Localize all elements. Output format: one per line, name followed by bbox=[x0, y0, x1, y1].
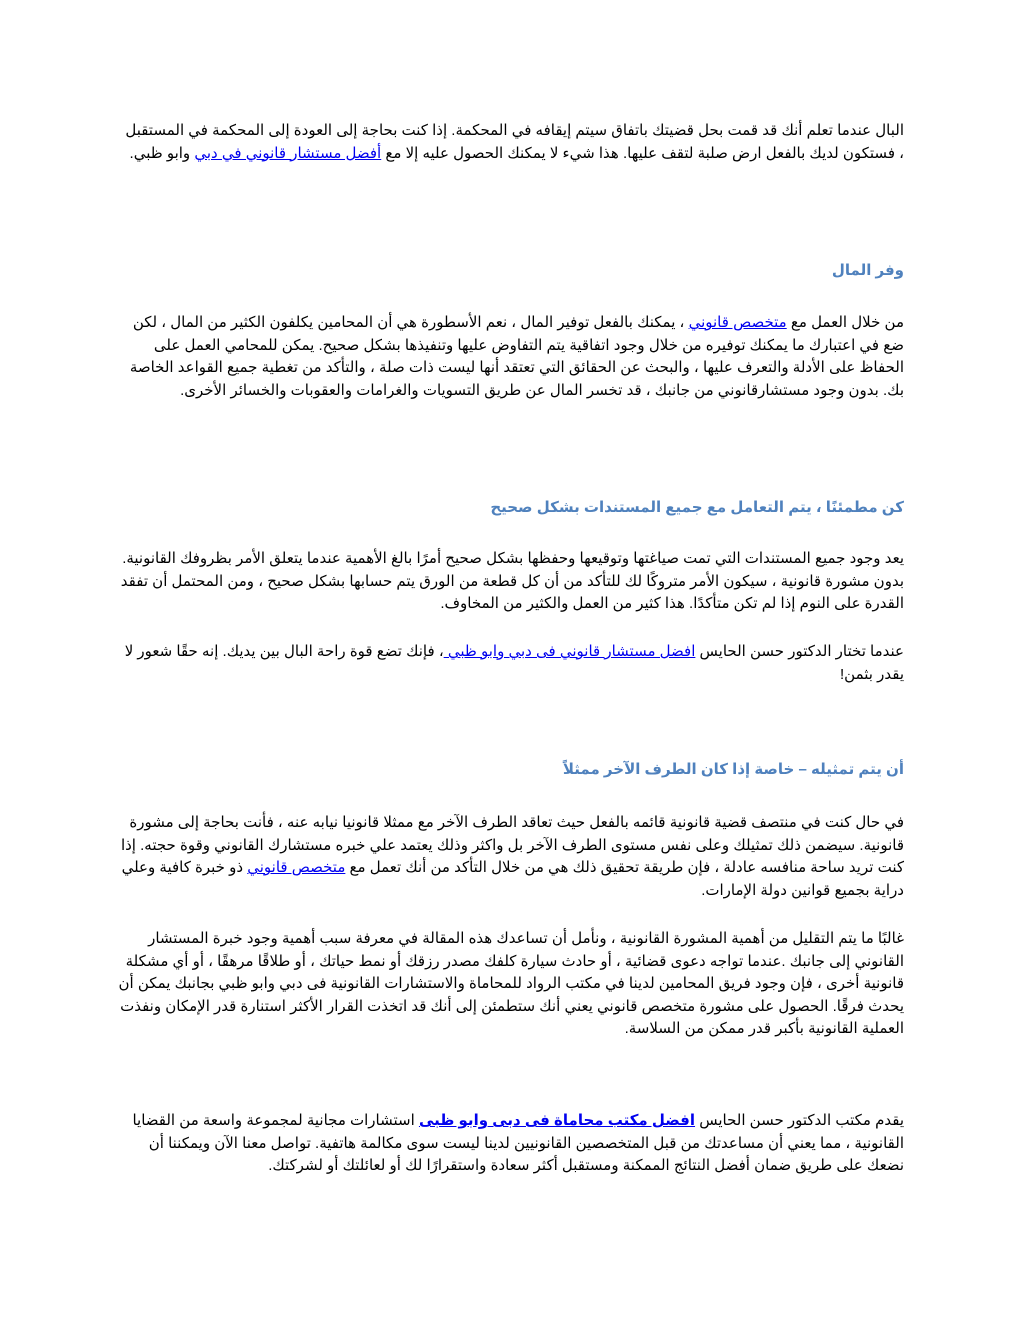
paragraph-representation-text-a: في حال كنت في منتصف قضية قانونية قائمه بالفعل حيث تعاقد الطرف الآخر مع ممثلا قانونيا نيابه عنه ، فأنت بحاجة إلى مشورة قانونية. سيضمن ذلك تمثيلك وعلى نفس مستوى الطرف الآخر بل واكثر وذلك يعتمد علي خبره مستشارك القانوني وقوة حجته. إذا كنت تريد ساحة منافسه عادلة ، فإن طريقة تحقيق ذلك هي من خلال التأكد من أنك تعمل مع bbox=[120, 814, 904, 876]
heading-documents-handled: كن مطمئنًا ، يتم التعامل مع جميع المستندات بشكل صحيح bbox=[490, 499, 904, 516]
link-legal-specialist-2[interactable]: متخصص قانوني bbox=[247, 859, 346, 876]
paragraph-free-consultation bbox=[118, 1110, 904, 1178]
paragraph-representation-text-b: ذو خبرة كافية وعلي دراية بجميع قوانين دولة الإمارات. bbox=[121, 859, 904, 899]
heading-save-money: وفر المال bbox=[831, 262, 904, 279]
link-best-legal-consultant-dubai[interactable]: أفضل مستشار قانوني في دبي bbox=[194, 144, 382, 162]
paragraph-save-money-text-a: من خلال العمل مع bbox=[786, 314, 904, 331]
paragraph-choose-doctor-text-b: ، فإنك تضع قوة راحة البال بين يديك. إنه حقًا شعور لا يقدر بثمن! bbox=[124, 643, 904, 683]
paragraph-intro-text-a: البال عندما تعلم أنك قد قمت بحل قضيتك باتفاق سيتم إيقافه في المحكمة. إذا كنت بحاجة إلى العودة إلى المحكمة في المستقبل ، فستكون لديك بالفعل ارض صلبة لتقف عليها. هذا شيء لا يمكنك الحصول عليه إلا مع bbox=[125, 122, 904, 162]
link-best-law-firm-dubai[interactable]: افضل مكتب محاماة فى دبى وابو ظبى bbox=[418, 1112, 696, 1129]
paragraph-save-money-text-b: ، يمكنك بالفعل توفير المال ، نعم الأسطورة هي أن المحامين يكلفون الكثير من المال ، لكن ضع في اعتبارك ما يمكنك توفيره من خلال وجود اتفاقية يتم التفاوض عليها وتنفيذها بشكل صحيح. يمكن للمحامي العمل على الحفاظ على الأدلة والتعرف عليها ، والبحث عن الحقائق التي تعتقد أنها ليست ذات صلة ، والتأكد من تغطية جميع القواعد الخاصة بك. بدون وجود مستشارقانوني من جانبك ، قد تخسر المال عن طريق التسويات والغرامات والعقوبات والخسائر الأخرى. bbox=[129, 314, 904, 399]
paragraph-documents: يعد وجود جميع المستندات التي تمت صياغتها وتوقيعها وحفظها بشكل صحيح أمرًا بالغ الأهمية عندما يتعلق الأمر بظروفك القانونية. بدون مشورة قانونية ، سيكون الأمر متروكًا لك للتأكد من أن كل قطعة من الورق يتم حسابها بشكل صحيح ، ومن المحتمل أن تفقد القدرة على النوم إذا لم تكن متأكدًا. هذا كثير من العمل والكثير من المخاوف. bbox=[120, 550, 904, 612]
paragraph-save-money bbox=[118, 312, 904, 402]
link-legal-specialist[interactable]: متخصص قانوني bbox=[688, 314, 787, 331]
paragraph-intro-text-b: وابو ظبي. bbox=[129, 144, 195, 162]
link-best-consultant-dubai-abudhabi[interactable]: افضل مستشار قانوني فى دبي وابو ظبي bbox=[443, 643, 696, 660]
paragraph-free-consultation-text-b: استشارات مجانية لمجموعة واسعة من القضايا القانونية ، مما يعني أن مساعدتك من قبل المتخصصين القانونيين لدينا ليست سوى مكالمة هاتفية. تواصل معنا الآن ويمكننا أن نضعك على طريق ضمان أفضل النتائج الممكنة ومستقبل أكثر سعادة واستقرارًا لك أو لعائلتك أو لشركتك. bbox=[132, 1112, 904, 1174]
paragraph-free-consultation-text-a: يقدم مكتب الدكتور حسن الحايس bbox=[695, 1112, 904, 1129]
paragraph-intro bbox=[118, 120, 904, 165]
paragraph-choose-doctor-text-a: عندما تختار الدكتور حسن الحايس bbox=[695, 643, 904, 660]
paragraph-representation bbox=[118, 812, 904, 902]
paragraph-legal-advice-importance: غالبًا ما يتم التقليل من أهمية المشورة القانونية ، ونأمل أن تساعدك هذه المقالة في معرفة سبب أهمية وجود خبرة المستشار القانوني إلى جانبك .عندما تواجه دعوى قضائية ، أو حادث سيارة كلفك مصدر رزقك أو نمط حياتك ، أو طلاقًا مرهقًا ، أو أي مشكلة قانونية أخرى ، فإن وجود فريق المحامين لدينا في مكتب الرواد للمحاماة والاستشارات القانونية فى دبي وابو ظبي بجانبك يمكن أن يحدث فرقًا. الحصول على مشورة متخصص قانوني يعني أنك ستطمئن إلى أنك قد اتخذت القرار الأكثر استنارة قدر الإمكان ونفذت العملية القانونية بأكبر قدر ممكن من السلاسة. bbox=[118, 930, 904, 1037]
paragraph-choose-doctor bbox=[118, 641, 904, 686]
heading-be-represented: أن يتم تمثيله – خاصة إذا كان الطرف الآخر ممثلاً bbox=[562, 761, 904, 778]
